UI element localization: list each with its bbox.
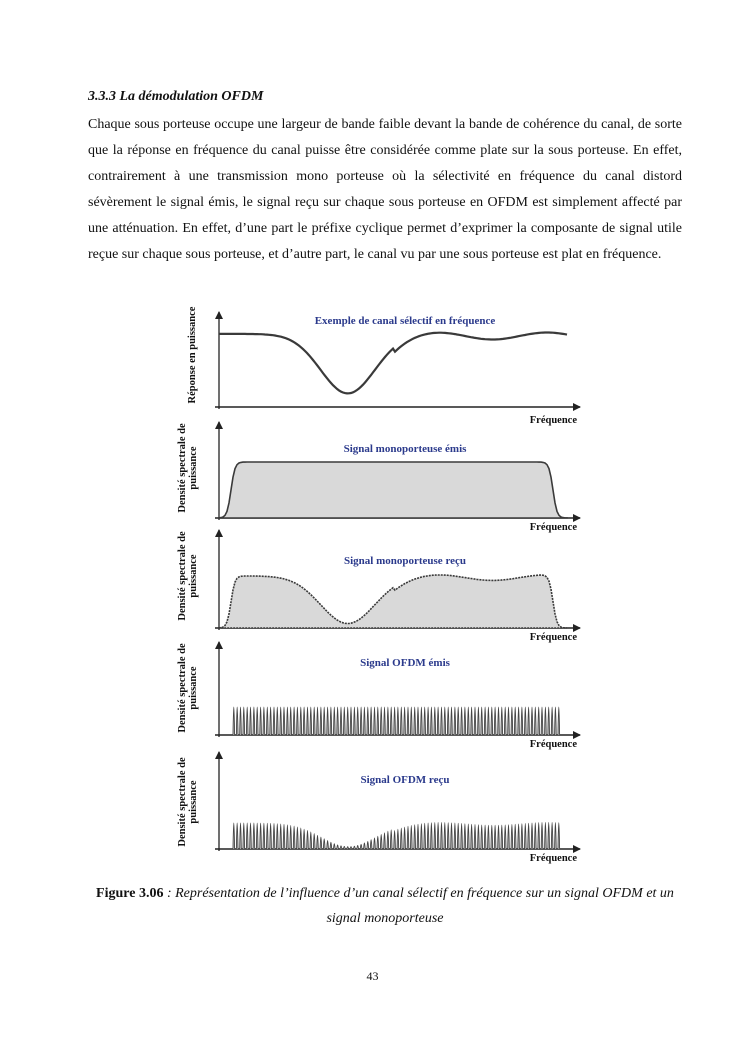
panel-4-title: Signal OFDM émis: [360, 657, 450, 669]
panel-3-ylabel: Densité spectrale de puissance: [177, 531, 199, 621]
panel-4-xlabel: Fréquence: [529, 739, 577, 750]
panel-3-xlabel: Fréquence: [529, 632, 577, 643]
single-carrier-tx-spectrum: [219, 462, 567, 518]
panel-5-title: Signal OFDM reçu: [360, 774, 450, 786]
figure-caption: [88, 881, 682, 931]
caption-text: : Représentation de l’influence d’un canal sélectif en fréquence sur un signal OFDM et un signal monoporteuse: [163, 886, 674, 926]
panel-1-xlabel: Fréquence: [529, 415, 577, 426]
channel-response-curve: [219, 333, 567, 394]
ofdm-rx-subcarriers: [233, 822, 560, 849]
ofdm-tx-subcarriers: [233, 707, 560, 735]
section-heading: 3.3.3 La démodulation OFDM: [88, 89, 264, 104]
page-number: 43: [366, 969, 379, 983]
single-carrier-rx-spectrum: [219, 575, 567, 628]
panel-5-xlabel: Fréquence: [529, 853, 577, 864]
panel-2-xlabel: Fréquence: [529, 522, 577, 533]
panel-2-title: Signal monoporteuse émis: [343, 443, 467, 455]
panel-1-title: Exemple de canal sélectif en fréquence: [314, 315, 496, 327]
panel-5-ylabel: Densité spectrale de puissance: [177, 757, 199, 847]
caption-number: Figure 3.06: [96, 886, 164, 901]
panel-2-ylabel: Densité spectrale de puissance: [177, 423, 199, 513]
body-paragraph: Chaque sous porteuse occupe une largeur de bande faible devant la bande de cohérence du canal, de sorte que la réponse en fréquence du canal puisse être considérée comme plate sur la sous porteuse. En effet, contrairement à une transmission mono porteuse où la sélectivité en fréquence du canal distord sévèrement le signal émis, le signal reçu sur chaque sous porteuse en OFDM est simplement affecté par une atténuation. En effet, d’une part le préfixe cyclique permet d’exprimer la composante de signal utile reçue sur chaque sous porteuse, et d’autre part, le canal vu par une sous porteuse est plat en fréquence.: [88, 117, 682, 262]
panel-1-ylabel: Réponse en puissance: [187, 306, 198, 404]
panel-4-ylabel: Densité spectrale de puissance: [177, 643, 199, 733]
figure-graphic: [175, 294, 585, 866]
figure: [175, 294, 585, 871]
panel-3-title: Signal monoporteuse reçu: [343, 555, 467, 567]
